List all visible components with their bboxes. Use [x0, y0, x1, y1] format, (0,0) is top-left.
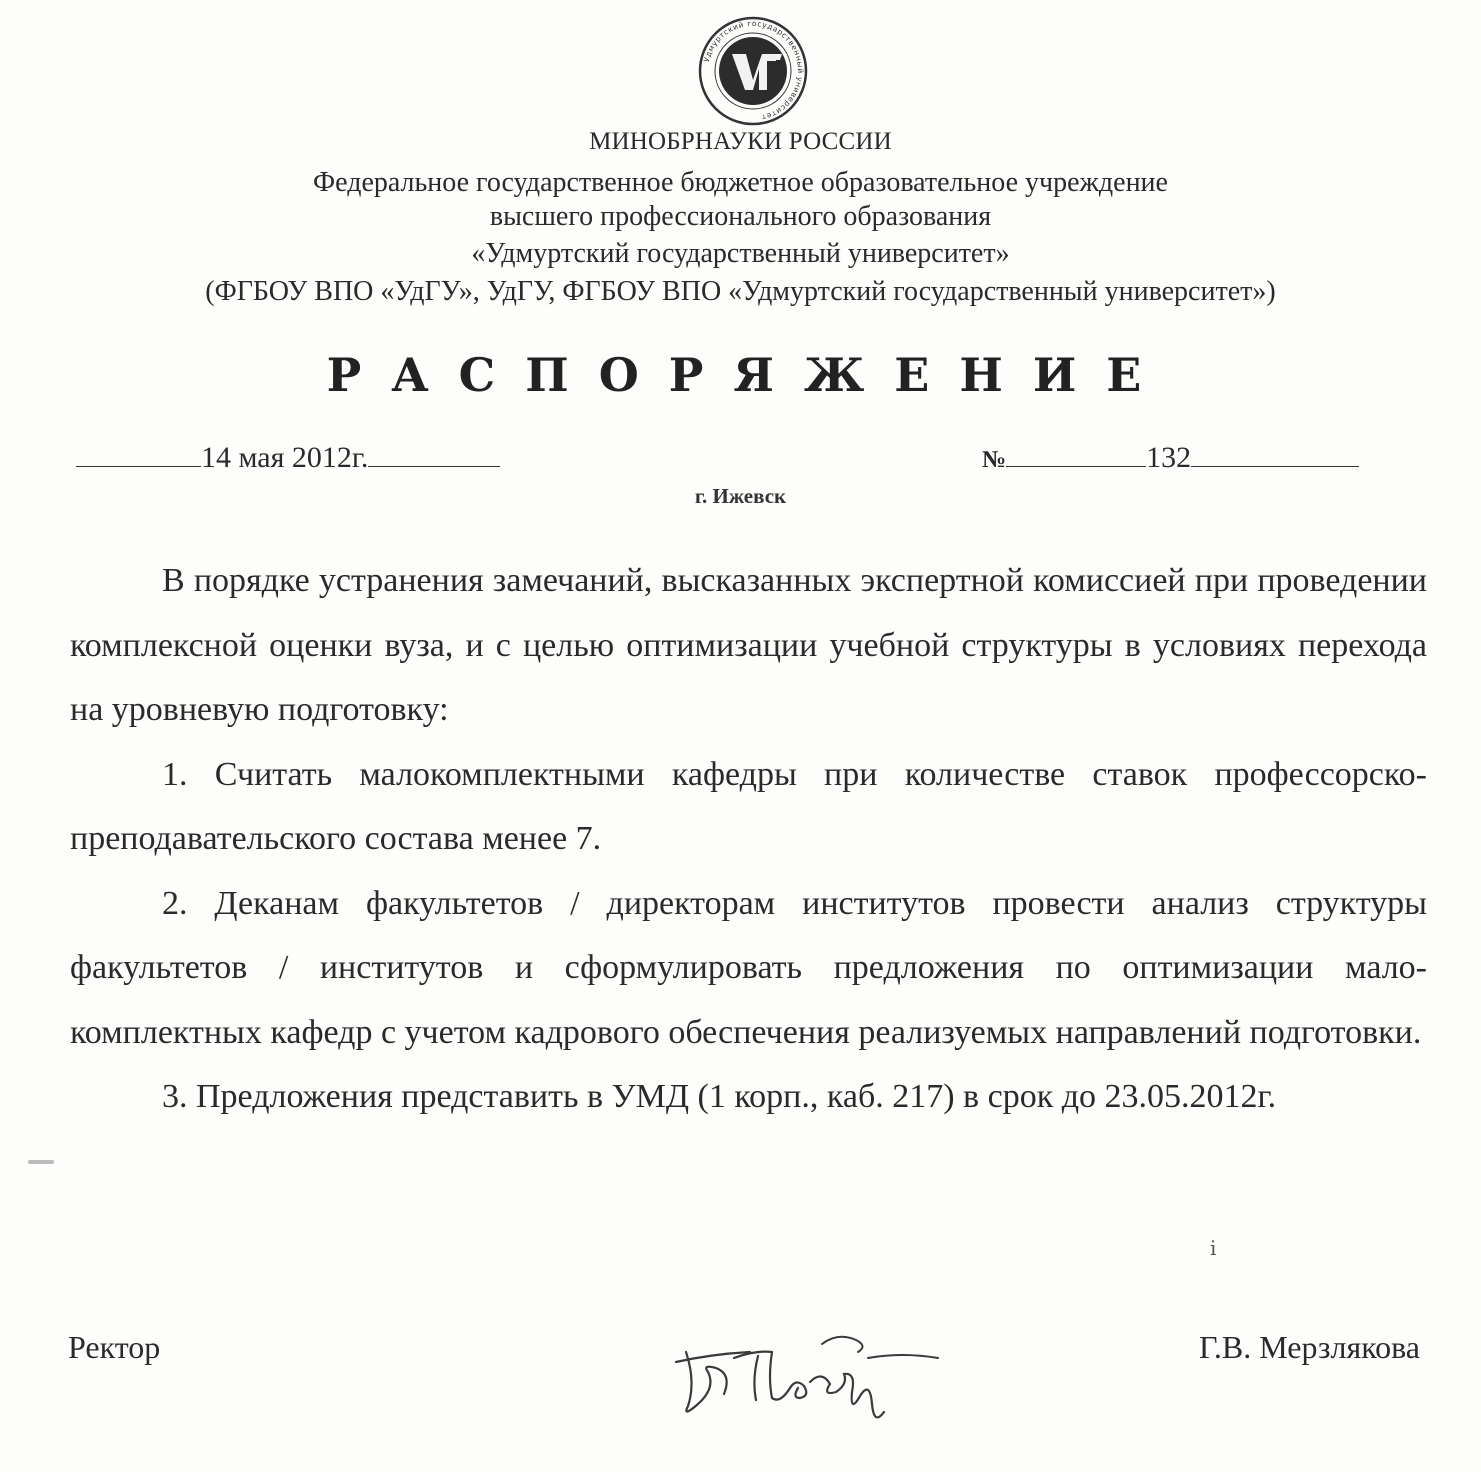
underline — [368, 438, 500, 467]
university-name: «Удмуртский государственный университет» — [471, 238, 1010, 269]
scan-mark — [28, 1160, 54, 1164]
ministry-name: МИНОБРНАУКИ РОССИИ — [589, 128, 892, 155]
signer-name: Г.В. Мерзлякова — [1199, 1329, 1420, 1365]
item-2-paragraph: 2. Деканам факультетов / директорам институтов провести анализ структуры факультетов / институтов и сформулировать предложения по оптимизации мало-комплектных кафедр с учетом кадрового обеспечения реализуемых направлений подготовки. — [70, 884, 1427, 1051]
underline — [1191, 438, 1359, 467]
item-3-paragraph: 3. Предложения представить в УМД (1 корп., каб. 217) в срок до 23.05.2012г. — [162, 1078, 1277, 1115]
document-date: 14 мая 2012г. — [201, 441, 369, 474]
document-body — [70, 549, 1427, 1130]
document-number: 132 — [1146, 441, 1192, 474]
preamble-paragraph: В порядке устранения замечаний, высказанных экспертной комиссией при проведении комплексной оценки вуза, и с целью оптимизации учебной структуры в условиях перехода на уровневую подготовку: — [70, 562, 1427, 728]
education-level: высшего профессионального образования — [489, 201, 992, 232]
logo-ring-text: Удмуртский государственный университет — [701, 18, 806, 123]
university-logo — [696, 14, 810, 128]
city: г. Ижевск — [694, 484, 787, 508]
university-abbreviations: (ФГБОУ ВПО «УдГУ», УдГУ, ФГБОУ ВПО «Удмуртский государственный университет») — [205, 276, 1276, 307]
institution-type: Федеральное государственное бюджетное образовательное учреждение — [313, 167, 1168, 198]
number-line — [982, 438, 1359, 475]
date-line — [76, 438, 500, 475]
underline — [76, 438, 201, 467]
signer-role: Ректор — [68, 1329, 161, 1365]
scan-speck: ⅰ — [1210, 1238, 1217, 1260]
item-1-paragraph: 1. Считать малокомплектными кафедры при количестве ставок профессорско-преподавательского состава менее 7. — [70, 755, 1427, 857]
underline — [1006, 438, 1146, 467]
number-sign: № — [982, 447, 1007, 473]
handwritten-signature — [672, 1322, 942, 1432]
document-title: РАСПОРЯЖЕНИЕ — [326, 348, 1172, 402]
